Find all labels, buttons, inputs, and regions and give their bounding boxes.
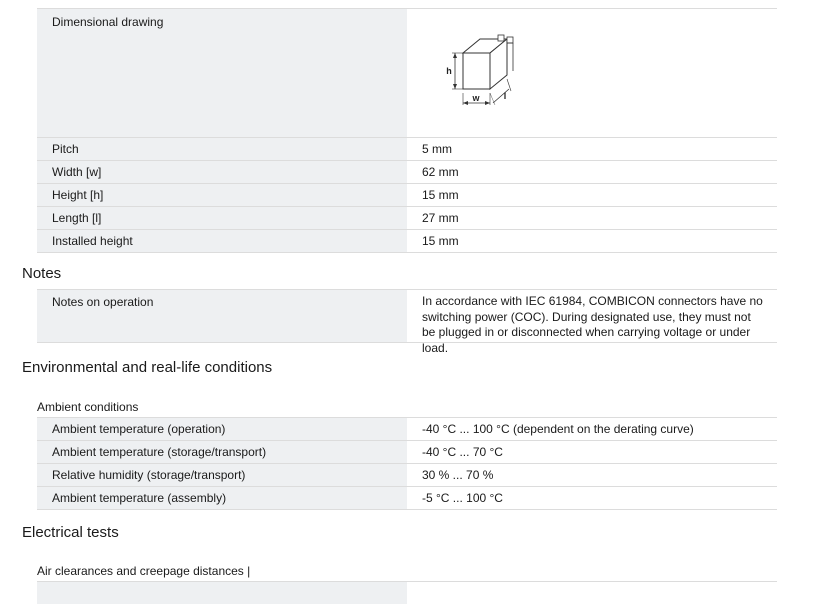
row-label: Pitch: [37, 138, 407, 160]
row-label: Length [l]: [37, 207, 407, 229]
row-label: [37, 582, 407, 604]
row-value: -40 °C ... 70 °C: [407, 441, 777, 463]
row-value: In accordance with IEC 61984, COMBICON connectors have no switching power (COC). During designated use, they must not be plugged in or disconnected when carrying voltage or under load.: [407, 290, 777, 342]
row-value: [407, 9, 777, 137]
table-row: [37, 581, 777, 604]
row-value: 27 mm: [407, 207, 777, 229]
table-row: [37, 183, 777, 206]
air-clearances-subheading: Air clearances and creepage distances |: [37, 564, 251, 578]
table-row: [37, 160, 777, 183]
width-mark: w: [472, 93, 480, 103]
table-row: [37, 8, 777, 137]
table-row: [37, 417, 777, 440]
row-label: Dimensional drawing: [37, 9, 407, 137]
length-mark: l: [503, 91, 507, 101]
dimensional-drawing-icon: [435, 31, 535, 113]
height-mark: h: [446, 66, 452, 76]
row-label: Notes on operation: [37, 290, 407, 342]
row-label: Height [h]: [37, 184, 407, 206]
row-value: 15 mm: [407, 230, 777, 252]
row-label: Ambient temperature (storage/transport): [37, 441, 407, 463]
table-row: [37, 289, 777, 355]
row-value: -40 °C ... 100 °C (dependent on the derating curve): [407, 418, 777, 440]
row-value: [407, 582, 777, 604]
row-value: 62 mm: [407, 161, 777, 183]
row-value: 30 % ... 70 %: [407, 464, 777, 486]
electrical-table: [37, 581, 777, 604]
dimensions-table: [37, 8, 777, 253]
row-label: Installed height: [37, 230, 407, 252]
environment-heading: Environmental and real-life conditions: [22, 359, 273, 376]
table-row: [37, 206, 777, 229]
row-value: -5 °C ... 100 °C: [407, 487, 777, 509]
row-label: Ambient temperature (assembly): [37, 487, 407, 509]
table-row: [37, 463, 777, 486]
ambient-conditions-subheading: Ambient conditions: [37, 400, 139, 414]
notes-heading: Notes: [22, 265, 62, 282]
row-label: Ambient temperature (operation): [37, 418, 407, 440]
table-row: [37, 440, 777, 463]
row-label: Relative humidity (storage/transport): [37, 464, 407, 486]
table-row: [37, 137, 777, 160]
electrical-heading: Electrical tests: [22, 524, 119, 541]
environment-table: [37, 417, 777, 510]
table-row: [37, 486, 777, 510]
row-value: 5 mm: [407, 138, 777, 160]
table-row: [37, 229, 777, 253]
row-value: 15 mm: [407, 184, 777, 206]
row-label: Width [w]: [37, 161, 407, 183]
notes-table: [37, 289, 777, 355]
